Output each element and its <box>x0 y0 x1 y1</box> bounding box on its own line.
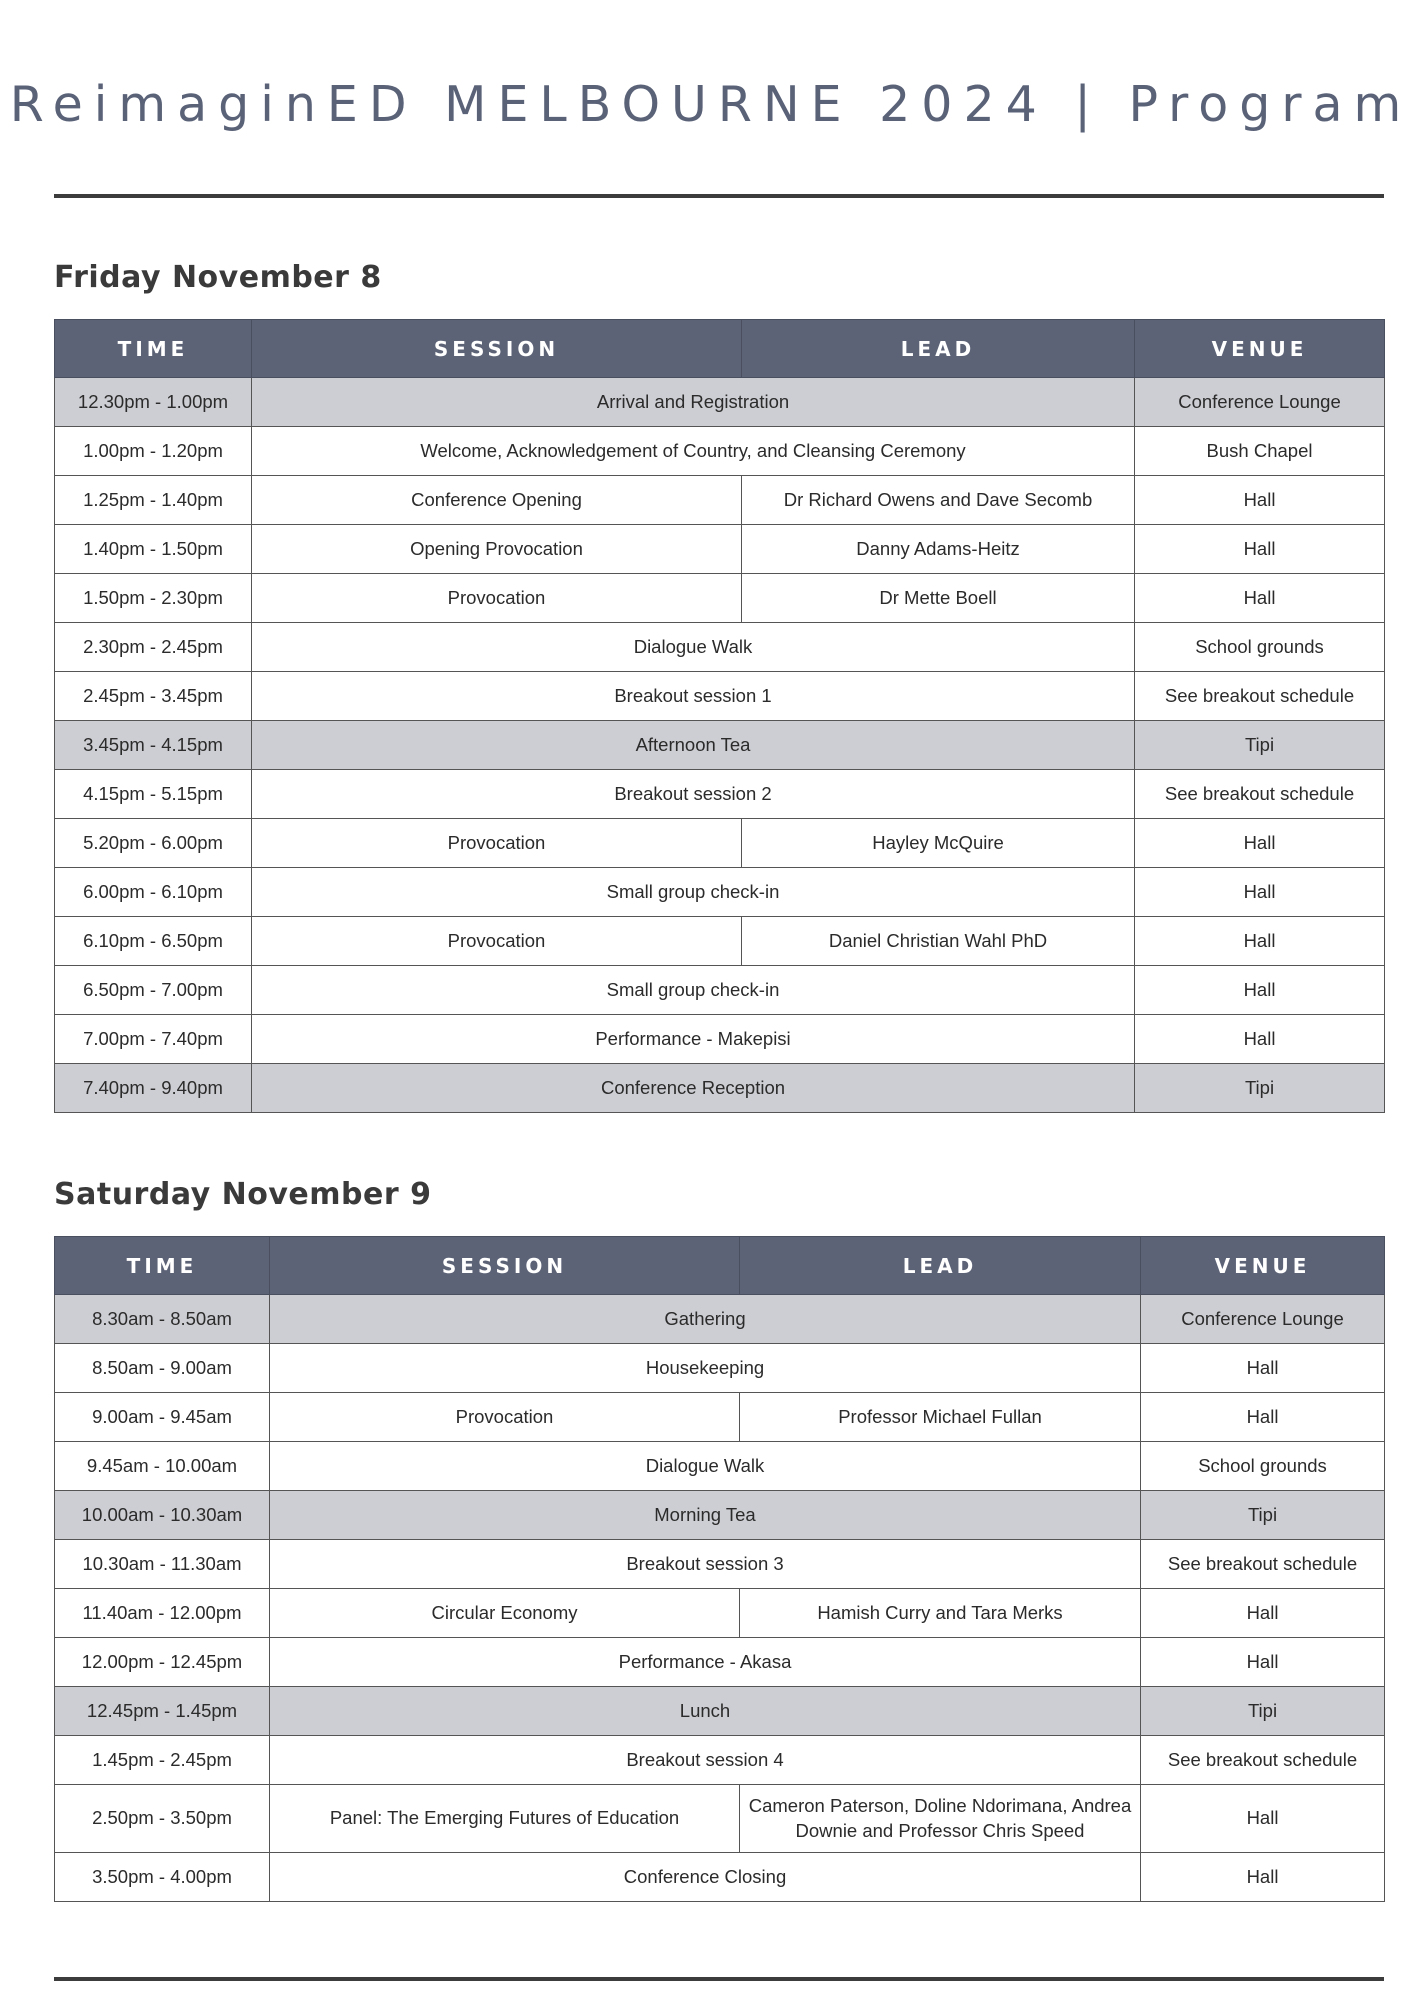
table-row <box>55 525 1385 574</box>
venue-cell: School grounds <box>1141 1442 1385 1491</box>
time-cell: 5.20pm - 6.00pm <box>55 819 252 868</box>
session-cell: Performance - Akasa <box>270 1638 1141 1687</box>
venue-cell: Hall <box>1135 525 1385 574</box>
session-cell: Small group check-in <box>252 966 1135 1015</box>
time-cell: 11.40am - 12.00pm <box>55 1589 270 1638</box>
venue-cell: Hall <box>1141 1638 1385 1687</box>
lead-cell: Daniel Christian Wahl PhD <box>742 917 1135 966</box>
session-cell: Arrival and Registration <box>252 378 1135 427</box>
lead-cell: Dr Richard Owens and Dave Secomb <box>742 476 1135 525</box>
time-cell: 12.30pm - 1.00pm <box>55 378 252 427</box>
table-row <box>55 1785 1385 1853</box>
table-row <box>55 770 1385 819</box>
venue-cell: Hall <box>1135 868 1385 917</box>
session-cell: Provocation <box>270 1393 740 1442</box>
time-cell: 7.00pm - 7.40pm <box>55 1015 252 1064</box>
session-cell: Opening Provocation <box>252 525 742 574</box>
time-cell: 7.40pm - 9.40pm <box>55 1064 252 1113</box>
table-row <box>55 1442 1385 1491</box>
table-row <box>55 427 1385 476</box>
header-session: SESSION <box>252 320 742 378</box>
header-venue: VENUE <box>1141 1237 1385 1295</box>
time-cell: 8.50am - 9.00am <box>55 1344 270 1393</box>
top-divider <box>54 194 1384 198</box>
table-row <box>55 1295 1385 1344</box>
time-cell: 1.25pm - 1.40pm <box>55 476 252 525</box>
session-cell: Performance - Makepisi <box>252 1015 1135 1064</box>
lead-cell: Hamish Curry and Tara Merks <box>740 1589 1141 1638</box>
time-cell: 4.15pm - 5.15pm <box>55 770 252 819</box>
venue-cell: Hall <box>1135 819 1385 868</box>
table-row <box>55 1393 1385 1442</box>
session-cell: Provocation <box>252 819 742 868</box>
session-cell: Dialogue Walk <box>270 1442 1141 1491</box>
table-header-row <box>55 1237 1385 1295</box>
time-cell: 2.45pm - 3.45pm <box>55 672 252 721</box>
friday-rows <box>55 378 1385 1113</box>
time-cell: 10.30am - 11.30am <box>55 1540 270 1589</box>
time-cell: 9.00am - 9.45am <box>55 1393 270 1442</box>
venue-cell: Hall <box>1141 1785 1385 1853</box>
header-lead: LEAD <box>740 1237 1141 1295</box>
saturday-heading: Saturday November 9 <box>54 1177 432 1212</box>
table-row <box>55 721 1385 770</box>
table-row <box>55 476 1385 525</box>
session-cell: Panel: The Emerging Futures of Education <box>270 1785 740 1853</box>
venue-cell: Tipi <box>1141 1687 1385 1736</box>
table-row <box>55 1638 1385 1687</box>
table-row <box>55 868 1385 917</box>
saturday-rows <box>55 1295 1385 1902</box>
session-cell: Morning Tea <box>270 1491 1141 1540</box>
header-session: SESSION <box>270 1237 740 1295</box>
time-cell: 6.00pm - 6.10pm <box>55 868 252 917</box>
saturday-schedule-table <box>54 1236 1385 1902</box>
page-title: ReimaginED MELBOURNE 2024 | Program <box>9 76 1413 133</box>
session-cell: Circular Economy <box>270 1589 740 1638</box>
time-cell: 12.45pm - 1.45pm <box>55 1687 270 1736</box>
time-cell: 3.45pm - 4.15pm <box>55 721 252 770</box>
session-cell: Small group check-in <box>252 868 1135 917</box>
table-row <box>55 574 1385 623</box>
venue-cell: Tipi <box>1135 1064 1385 1113</box>
table-row <box>55 378 1385 427</box>
session-cell: Lunch <box>270 1687 1141 1736</box>
session-cell: Housekeeping <box>270 1344 1141 1393</box>
venue-cell: Hall <box>1135 476 1385 525</box>
venue-cell: See breakout schedule <box>1141 1540 1385 1589</box>
lead-cell: Cameron Paterson, Doline Ndorimana, Andrea Downie and Professor Chris Speed <box>740 1785 1141 1853</box>
time-cell: 6.50pm - 7.00pm <box>55 966 252 1015</box>
table-row <box>55 966 1385 1015</box>
time-cell: 1.00pm - 1.20pm <box>55 427 252 476</box>
lead-cell: Professor Michael Fullan <box>740 1393 1141 1442</box>
time-cell: 9.45am - 10.00am <box>55 1442 270 1491</box>
session-cell: Conference Opening <box>252 476 742 525</box>
table-row <box>55 672 1385 721</box>
header-time: TIME <box>55 1237 270 1295</box>
venue-cell: School grounds <box>1135 623 1385 672</box>
table-row <box>55 917 1385 966</box>
lead-cell: Dr Mette Boell <box>742 574 1135 623</box>
session-cell: Breakout session 1 <box>252 672 1135 721</box>
session-cell: Breakout session 2 <box>252 770 1135 819</box>
venue-cell: Hall <box>1135 1015 1385 1064</box>
header-time: TIME <box>55 320 252 378</box>
friday-heading: Friday November 8 <box>54 260 382 295</box>
lead-cell: Hayley McQuire <box>742 819 1135 868</box>
table-row <box>55 1344 1385 1393</box>
time-cell: 12.00pm - 12.45pm <box>55 1638 270 1687</box>
venue-cell: See breakout schedule <box>1141 1736 1385 1785</box>
session-cell: Breakout session 3 <box>270 1540 1141 1589</box>
time-cell: 8.30am - 8.50am <box>55 1295 270 1344</box>
table-row <box>55 623 1385 672</box>
table-row <box>55 1540 1385 1589</box>
table-row <box>55 819 1385 868</box>
session-cell: Welcome, Acknowledgement of Country, and Cleansing Ceremony <box>252 427 1135 476</box>
session-cell: Provocation <box>252 574 742 623</box>
table-row <box>55 1853 1385 1902</box>
venue-cell: Tipi <box>1141 1491 1385 1540</box>
table-row <box>55 1687 1385 1736</box>
venue-cell: Hall <box>1135 966 1385 1015</box>
table-row <box>55 1589 1385 1638</box>
time-cell: 1.40pm - 1.50pm <box>55 525 252 574</box>
table-row <box>55 1736 1385 1785</box>
session-cell: Conference Closing <box>270 1853 1141 1902</box>
venue-cell: Hall <box>1135 574 1385 623</box>
time-cell: 1.45pm - 2.45pm <box>55 1736 270 1785</box>
header-lead: LEAD <box>742 320 1135 378</box>
table-row <box>55 1491 1385 1540</box>
time-cell: 10.00am - 10.30am <box>55 1491 270 1540</box>
time-cell: 3.50pm - 4.00pm <box>55 1853 270 1902</box>
time-cell: 6.10pm - 6.50pm <box>55 917 252 966</box>
venue-cell: Hall <box>1135 917 1385 966</box>
time-cell: 1.50pm - 2.30pm <box>55 574 252 623</box>
session-cell: Breakout session 4 <box>270 1736 1141 1785</box>
session-cell: Afternoon Tea <box>252 721 1135 770</box>
venue-cell: Hall <box>1141 1853 1385 1902</box>
venue-cell: Hall <box>1141 1393 1385 1442</box>
table-row <box>55 1064 1385 1113</box>
session-cell: Gathering <box>270 1295 1141 1344</box>
venue-cell: Hall <box>1141 1589 1385 1638</box>
lead-cell: Danny Adams-Heitz <box>742 525 1135 574</box>
session-cell: Provocation <box>252 917 742 966</box>
friday-schedule-table <box>54 319 1385 1113</box>
table-row <box>55 1015 1385 1064</box>
bottom-divider <box>54 1977 1384 1981</box>
time-cell: 2.30pm - 2.45pm <box>55 623 252 672</box>
venue-cell: Bush Chapel <box>1135 427 1385 476</box>
table-header-row <box>55 320 1385 378</box>
venue-cell: See breakout schedule <box>1135 770 1385 819</box>
session-cell: Dialogue Walk <box>252 623 1135 672</box>
time-cell: 2.50pm - 3.50pm <box>55 1785 270 1853</box>
venue-cell: Tipi <box>1135 721 1385 770</box>
venue-cell: See breakout schedule <box>1135 672 1385 721</box>
session-cell: Conference Reception <box>252 1064 1135 1113</box>
venue-cell: Conference Lounge <box>1135 378 1385 427</box>
header-venue: VENUE <box>1135 320 1385 378</box>
venue-cell: Conference Lounge <box>1141 1295 1385 1344</box>
venue-cell: Hall <box>1141 1344 1385 1393</box>
